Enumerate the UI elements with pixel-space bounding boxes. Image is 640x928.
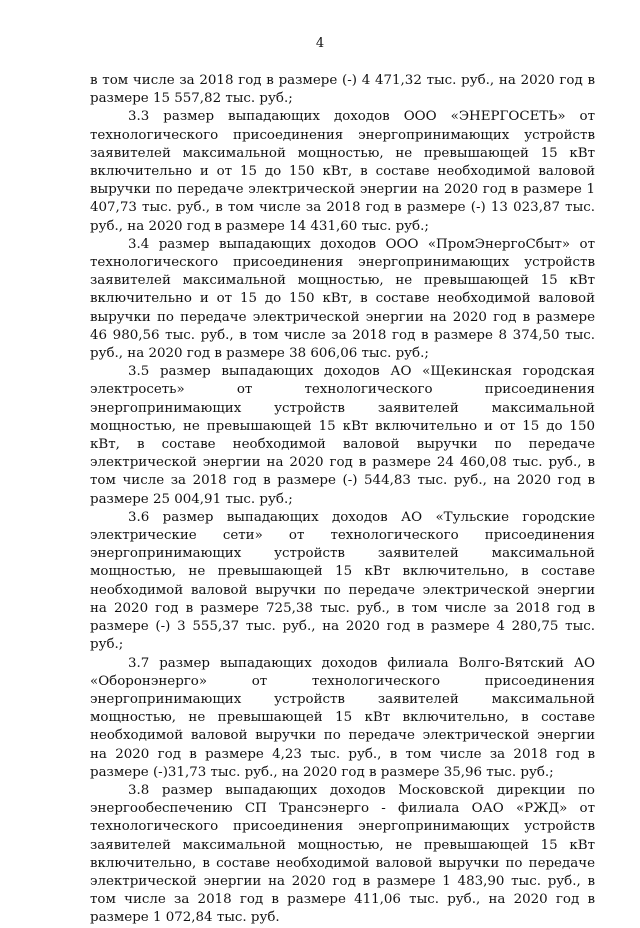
paragraph-3-7: 3.7 размер выпадающих доходов филиала Волго-Вятский АО «Оборонэнерго» от технологического присоединения энергопринимающих устройств заявителей максимальной мощностью, не превышающей 15 кВт включительно, в составе необходимой валовой выручки по передаче электрической энергии на 2020 год в размере 4,23 тыс. руб., в том числе за 2018 год в размере (-)31,73 тыс. руб., на 2020 год в размере 35,96 тыс. руб.; — [90, 655, 595, 780]
paragraph-continuation: в том числе за 2018 год в размере (-) 4 471,32 тыс. руб., на 2020 год в размере 15 557,82 тыс. руб.; — [90, 73, 595, 107]
paragraph-3-6: 3.6 размер выпадающих доходов АО «Тульские городские электрические сети» от технологического присоединения энергопринимающих устройств заявителей максимальной мощностью, не превышающей 15 кВт включительно, в составе необходимой валовой выручки по передаче электрической энергии на 2020 год в размере 725,38 тыс. руб., в том числе за 2018 год в размере (-) 3 555,37 тыс. руб., на 2020 год в размере 4 280,75 тыс. руб.; — [90, 509, 595, 653]
paragraph-3-4: 3.4 размер выпадающих доходов ООО «ПромЭнергоСбыт» от технологического присоединения энергопринимающих устройств заявителей максимальной мощностью, не превышающей 15 кВт включительно и от 15 до 150 кВт, в составе необходимой валовой выручки по передаче электрической энергии на 2020 год в размере 46 980,56 тыс. руб., в том числе за 2018 год в размере 8 374,50 тыс. руб., на 2020 год в размере 38 606,06 тыс. руб.; — [90, 236, 595, 362]
paragraph-3-5: 3.5 размер выпадающих доходов АО «Щекинская городская электросеть» от технологического присоединения энергопринимающих устройств заявителей максимальной мощностью, не превышающей 15 кВт включительно и от 15 до 150 кВт, в составе необходимой валовой выручки по передаче электрической энергии на 2020 год в размере 24 460,08 тыс. руб., в том числе за 2018 год в размере (-) 544,83 тыс. руб., на 2020 год в размере 25 004,91 тыс. руб.; — [90, 364, 595, 507]
page-number: 4 — [315, 36, 325, 51]
document-body — [90, 72, 595, 928]
paragraph-3-8: 3.8 размер выпадающих доходов Московской дирекции по энергообеспечению СП Трансэнерго - филиала ОАО «РЖД» от технологического присоединения энергопринимающих устройств заявителей максимальной мощностью, не превышающей 15 кВт включительно, в составе необходимой валовой выручки по передаче электрической энергии на 2020 год в размере 1 483,90 тыс. руб., в том числе за 2018 год в размере 411,06 тыс. руб., на 2020 год в размере 1 072,84 тыс. руб. — [90, 782, 595, 926]
paragraph-3-3: 3.3 размер выпадающих доходов ООО «ЭНЕРГОСЕТЬ» от технологического присоединения энергопринимающих устройств заявителей максимальной мощностью, не превышающей 15 кВт включительно и от 15 до 150 кВт, в составе необходимой валовой выручки по передаче электрической энергии на 2020 год в размере 1 407,73 тыс. руб., в том числе за 2018 год в размере (-) 13 023,87 тыс. руб., на 2020 год в размере 14 431,60 тыс. руб.; — [90, 109, 595, 234]
